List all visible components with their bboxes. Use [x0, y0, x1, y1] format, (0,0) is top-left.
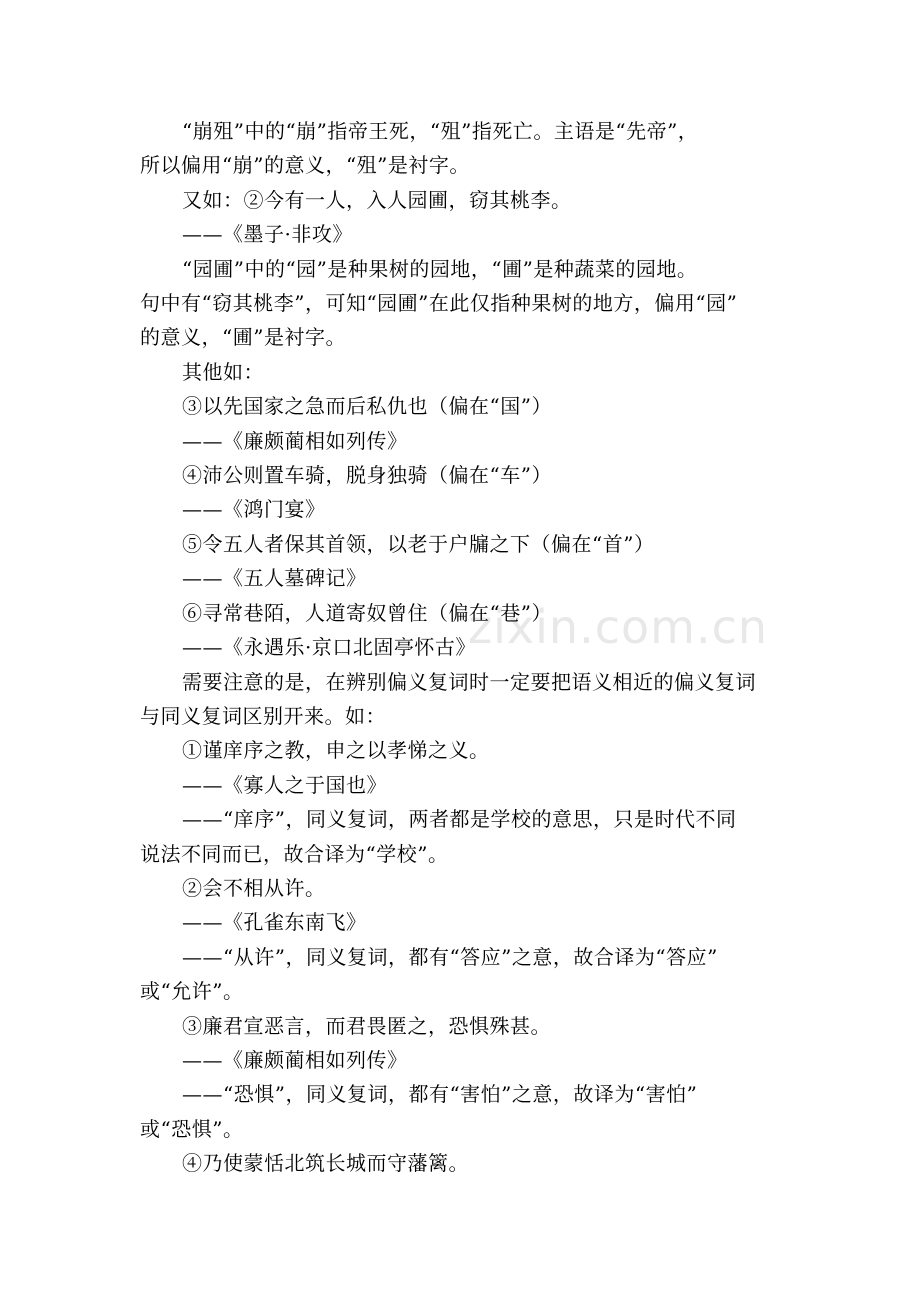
text-line: ③以先国家之急而后私仇也（偏在“国”）: [182, 394, 552, 419]
text-line: 句中有“窃其桃李”，可知“园圃”在此仅指种果树的地方，偏用“园”: [140, 291, 738, 316]
text-line: ③廉君宣恶言，而君畏匿之，恐惧殊甚。: [182, 1013, 551, 1038]
text-line: ——《墨子·非攻》: [182, 222, 353, 247]
text-line: 或“允许”。: [140, 979, 244, 1004]
text-line: 说法不同而已，故合译为“学校”。: [140, 841, 449, 866]
text-line: ——《廉颇蔺相如列传》: [182, 428, 408, 453]
text-line: ——《廉颇蔺相如列传》: [182, 1047, 408, 1072]
text-line: ——《寡人之于国也》: [182, 772, 387, 797]
text-line: 的意义，“圃”是衬字。: [140, 325, 346, 350]
text-line: ④沛公则置车骑，脱身独骑（偏在“车”）: [182, 463, 552, 488]
text-line: ②会不相从许。: [182, 875, 326, 900]
text-line: 与同义复词区别开来。如：: [140, 703, 386, 728]
text-line: “园圃”中的“园”是种果树的园地，“圃”是种蔬菜的园地。: [182, 256, 698, 281]
text-line: 又如：②今有一人，入人园圃，窃其桃李。: [182, 187, 572, 212]
text-line: 其他如：: [182, 359, 264, 384]
text-line: “崩殂”中的“崩”指帝王死，“殂”指死亡。主语是“先帝”，: [182, 119, 699, 143]
text-line: 需要注意的是，在辨别偏义复词时一定要把语义相近的偏义复词: [182, 669, 756, 694]
text-line: ——《孔雀东南飞》: [182, 910, 367, 935]
text-line: ——《五人墓碑记》: [182, 566, 367, 591]
text-line: 或“恐惧”。: [140, 1116, 244, 1141]
text-line: ——“从许”，同义复词，都有“答应”之意，故合译为“答应”: [182, 944, 718, 969]
text-line: ——“庠序”，同义复词，两者都是学校的意思，只是时代不同: [182, 807, 737, 832]
text-line: 所以偏用“崩”的意义，“殂”是衬字。: [140, 153, 470, 178]
watermark: zixin.com.cn: [468, 600, 769, 654]
text-line: ④乃使蒙恬北筑长城而守藩篱。: [182, 1151, 469, 1176]
document-body: [140, 114, 782, 1181]
text-line: ——《永遇乐·京口北固亭怀古》: [182, 635, 476, 660]
text-line: ①谨庠序之教，申之以孝悌之义。: [182, 738, 490, 763]
text-line: ——《鸿门宴》: [182, 497, 326, 522]
text-line: ⑥寻常巷陌，人道寄奴曾住（偏在“巷”）: [182, 600, 552, 625]
text-line: ——“恐惧”，同义复词，都有“害怕”之意，故译为“害怕”: [182, 1082, 698, 1107]
text-line: ⑤令五人者保其首领，以老于户牖之下（偏在“首”）: [182, 531, 655, 556]
